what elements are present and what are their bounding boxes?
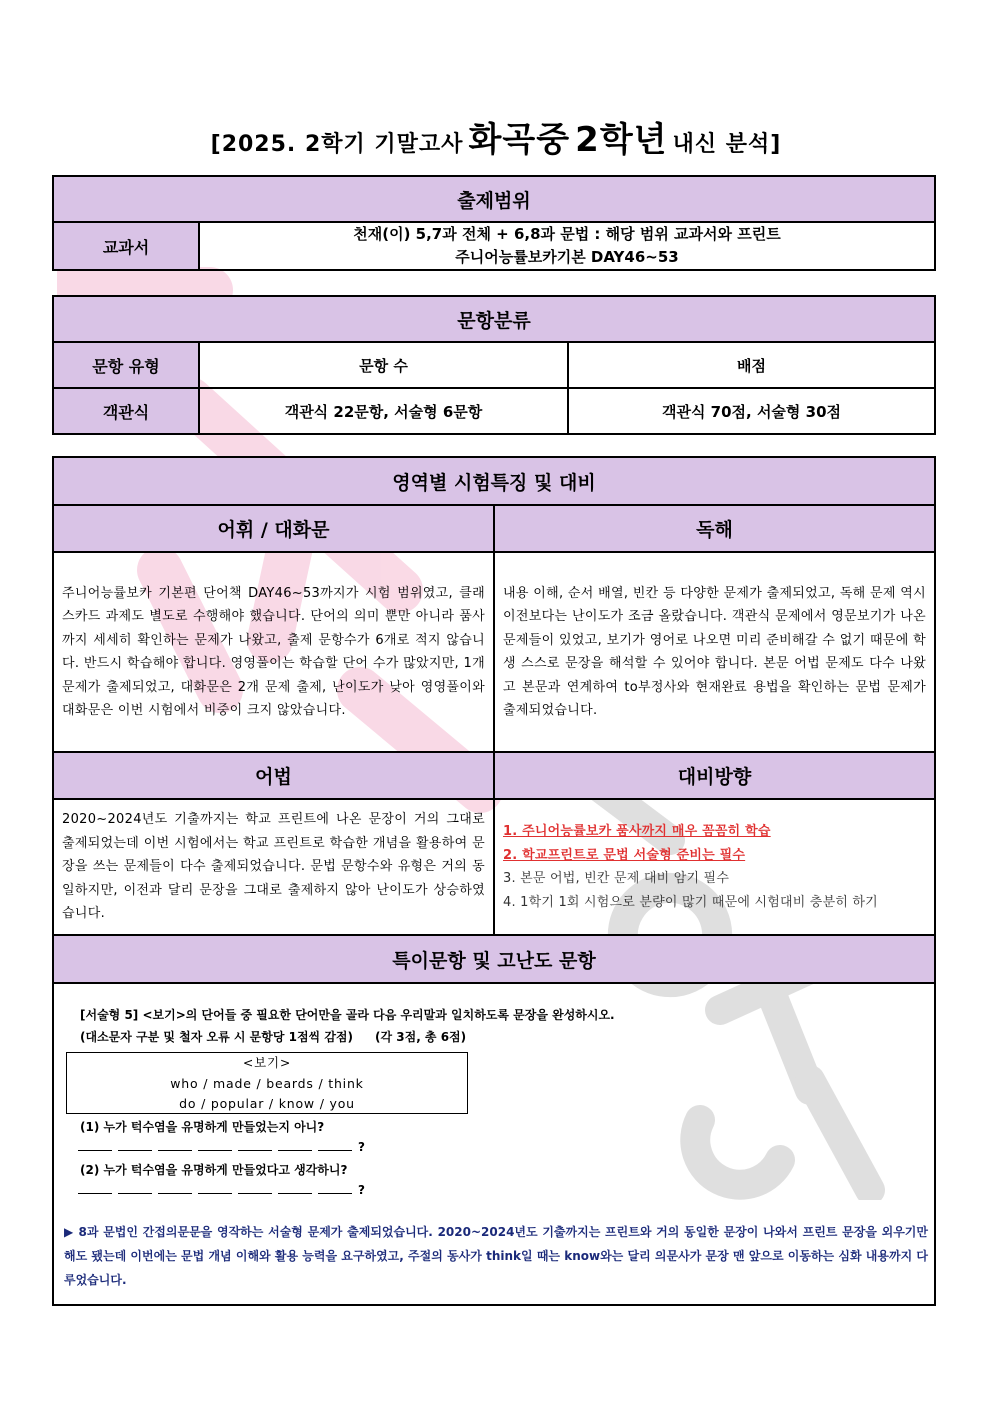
reading-cell [494, 552, 935, 752]
answer-blanks-2 [78, 1182, 365, 1197]
answer-blanks-1 [78, 1139, 365, 1154]
sub-question-2: (2) 누가 턱수염을 유명하게 만들었다고 생각하니? [80, 1163, 348, 1177]
vocab-title: 어휘 / 대화문 [53, 505, 494, 552]
col-type-label: 문항 유형 [53, 342, 199, 388]
grammar-cell [53, 799, 494, 935]
bogi-box [66, 1052, 468, 1114]
features-table [52, 456, 936, 1306]
vocab-cell [53, 552, 494, 752]
col-points-label: 배점 [568, 342, 935, 388]
features-header: 영역별 시험특징 및 대비 [53, 457, 935, 505]
special-cell [53, 983, 935, 1305]
question-condition: (대소문자 구분 및 철자 오류 시 문항당 1점씩 감점) [80, 1030, 353, 1044]
title-prefix: [2025. 2학기 기말고사 [210, 132, 464, 157]
analysis-note: ▶ 8과 문법인 간접의문문을 영작하는 서술형 문제가 출제되었습니다. 2020~2024년도 기출까지는 프린트와 거의 동일한 문장이 나와서 프린트 문장을 외우기만 해도 됐는데 이번에는 문법 개념 이해와 활용 능력을 요구하였고, 주절의 동사가 think일 때는 know와는 달리 의문사가 문장 맨 앞으로 이동하는 심화 내용까지 다루었습니다. [64, 1225, 928, 1287]
question-points: 객관식 70점, 서술형 30점 [568, 388, 935, 434]
grammar-text: 2020~2024년도 기출까지는 학교 프린트에 나온 문장이 거의 그대로 출제되었는데 이번 시험에서는 학교 프린트로 학습한 개념을 활용하여 문장을 쓰는 문제들이 다수 출제되었습니다. 문법 문항수와 유형은 거의 동일하지만, 이전과 달리 문장을 그대로 출제하지 않아 난이도가 상승하였습니다. [62, 812, 485, 922]
plan-cell [494, 799, 935, 935]
question-block [80, 1004, 615, 1048]
title-school: 화곡중 [468, 120, 571, 160]
scope-table [52, 175, 936, 271]
plan-item-1: 1. 주니어능률보카 품사까지 매우 꼼꼼히 학습 [503, 824, 771, 839]
bogi-title: <보기> [242, 1055, 292, 1070]
reading-title: 독해 [494, 505, 935, 552]
question-mark: ? [358, 1183, 365, 1197]
scope-line-1: 천재(이) 5,7과 전체 + 6,8과 문법 : 해당 범위 교과서와 프린트 [353, 225, 781, 243]
sub-question-1: (1) 누가 턱수염을 유명하게 만들었는지 아니? [80, 1120, 325, 1134]
scope-label: 교과서 [53, 222, 199, 270]
reading-text: 내용 이해, 순서 배열, 빈칸 등 다양한 문제가 출제되었고, 독해 문제 역시 이전보다는 난이도가 조금 올랐습니다. 객관식 문제에서 영문보기가 나온 문제들이 있었고, 보기가 영어로 나오면 미리 준비해갈 수 없기 때문에 학생 스스로 문장을 해석할 수 있어야 합니다. 본문 어법 문제도 다수 나왔고 본문과 연계하여 to부정사와 현재완료 용법을 확인하는 문법 문제가 출제되었습니다. [503, 585, 926, 718]
question-condition-line [80, 1026, 615, 1048]
scope-header: 출제범위 [53, 176, 935, 222]
question-count: 객관식 22문항, 서술형 6문항 [199, 388, 568, 434]
scope-line-2: 주니어능률보카기본 DAY46~53 [455, 248, 679, 266]
classification-table [52, 295, 936, 435]
col-count-label: 문항 수 [199, 342, 568, 388]
plan-item-2: 2. 학교프린트로 문법 서술형 준비는 필수 [503, 847, 746, 863]
question-mark: ? [358, 1140, 365, 1154]
scope-content [199, 222, 935, 270]
bogi-line-2: do / popular / know / you [179, 1096, 355, 1111]
classification-header: 문항분류 [53, 296, 935, 342]
plan-title: 대비방향 [494, 752, 935, 799]
title-suffix: 내신 분석] [672, 132, 782, 157]
plan-item-4: 4. 1학기 1회 시험으로 분량이 많기 때문에 시험대비 충분히 하기 [503, 894, 878, 910]
vocab-text: 주니어능률보카 기본편 단어책 DAY46~53까지가 시험 범위였고, 클래스카드 과제도 별도로 수행해야 했습니다. 단어의 의미 뿐만 아니라 품사까지 세세히 확인하는 문제가 나왔고, 출제 문항수가 6개로 적지 않습니다. 반드시 학습해야 합니다. 영영풀이는 학습할 단어 수가 많았지만, 1개 문제가 출제되었고, 대화문은 2개 문제 출제, 난이도가 낮아 영영풀이와 대화문은 이번 시험에서 비중이 크지 않았습니다. [62, 585, 485, 718]
question-score: (각 3점, 총 6점) [375, 1030, 467, 1044]
question-type: 객관식 [53, 388, 199, 434]
bogi-line-1: who / made / beards / think [170, 1075, 364, 1091]
grammar-title: 어법 [53, 752, 494, 799]
title-grade: 2학년 [575, 120, 668, 160]
special-header: 특이문항 및 고난도 문항 [53, 935, 935, 983]
question-text: [서술형 5] <보기>의 단어들 중 필요한 단어만을 골라 다음 우리말과 일치하도록 문장을 완성하시오. [80, 1008, 615, 1022]
page-title [0, 112, 992, 161]
plan-item-3: 3. 본문 어법, 빈칸 문제 대비 암기 필수 [503, 871, 730, 886]
